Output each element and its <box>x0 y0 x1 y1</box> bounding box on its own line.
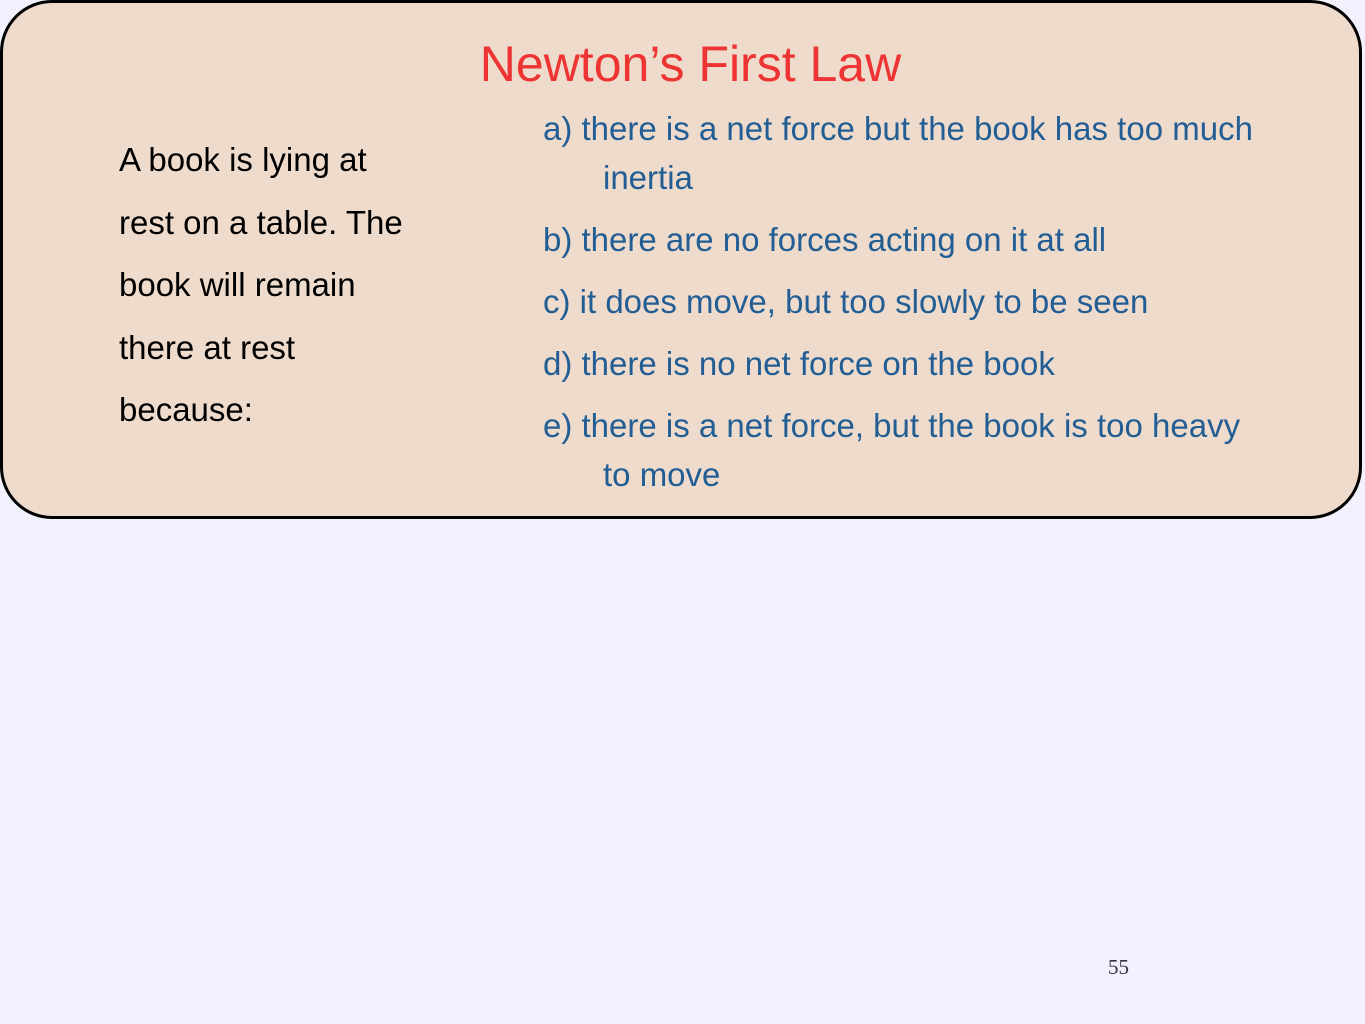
question-line: book will remain <box>119 266 356 303</box>
option-a-text-continued: inertia <box>603 159 693 196</box>
option-d-text: d) there is no net force on the book <box>543 345 1055 382</box>
option-c-text: c) it does move, but too slowly to be seen <box>543 283 1149 320</box>
option-a-text: a) there is a net force but the book has too much <box>543 110 1253 147</box>
option-d <box>543 339 1365 388</box>
option-b <box>543 215 1365 264</box>
option-e-text: e) there is a net force, but the book is too heavy <box>543 407 1241 444</box>
slide-title: Newton’s First Law <box>479 36 902 92</box>
question-text <box>119 129 464 442</box>
question-line: there at rest <box>119 328 296 366</box>
option-e-text-continued: to move <box>603 456 721 493</box>
question-line: because: <box>119 391 253 428</box>
option-a <box>543 104 1365 202</box>
answer-options <box>543 104 1365 499</box>
option-b-text: b) there are no forces acting on it at all <box>543 221 1107 258</box>
question-line: rest on a table. The <box>119 203 403 241</box>
option-c <box>543 277 1365 326</box>
page-number: 55 <box>1108 955 1129 979</box>
option-e <box>543 401 1365 499</box>
question-line: A book is lying at <box>119 141 367 178</box>
